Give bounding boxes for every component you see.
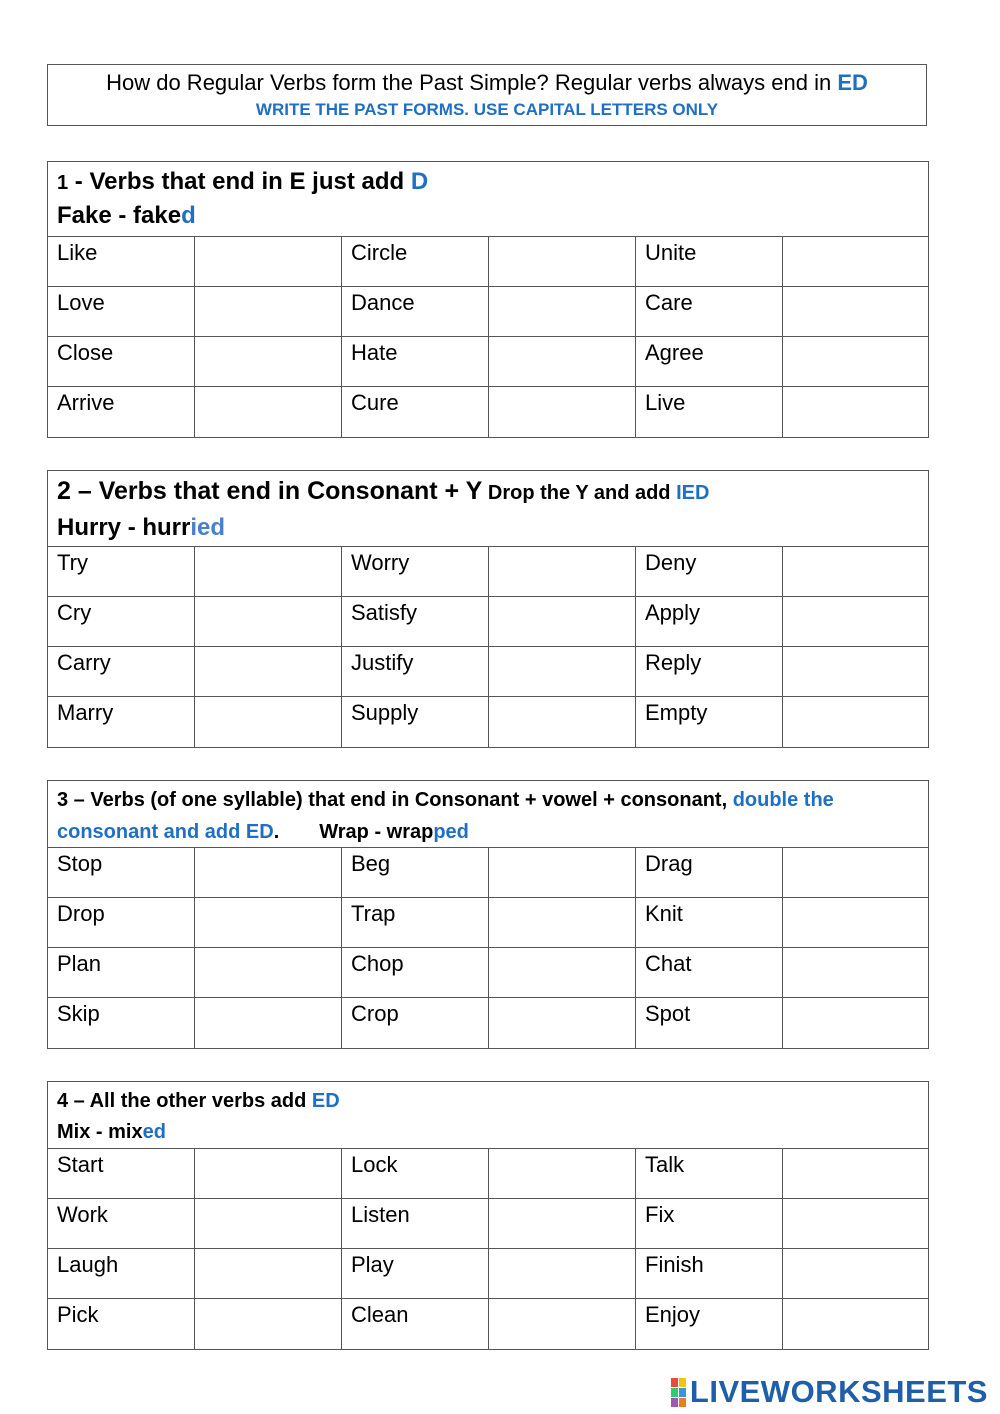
- answer-input[interactable]: [783, 547, 928, 596]
- section-4: [47, 1081, 929, 1350]
- section-4-title-text: 4 – All the other verbs add: [57, 1090, 312, 1112]
- answer-input[interactable]: [489, 998, 636, 1048]
- verb-cell: Satisfy: [342, 597, 489, 646]
- answer-input[interactable]: [489, 237, 636, 286]
- answer-input[interactable]: [783, 1299, 928, 1349]
- verb-cell: Love: [48, 287, 195, 336]
- answer-input[interactable]: [489, 1149, 636, 1198]
- verb-cell: Crop: [342, 998, 489, 1048]
- verb-cell: Work: [48, 1199, 195, 1248]
- section-1-dash: -: [68, 168, 90, 195]
- answer-input[interactable]: [195, 287, 342, 336]
- verb-cell: Stop: [48, 848, 195, 897]
- verb-cell: Supply: [342, 697, 489, 747]
- verb-cell: Fix: [636, 1199, 783, 1248]
- table-row: [48, 547, 928, 597]
- section-3-example-suffix: ped: [433, 821, 469, 843]
- answer-input[interactable]: [489, 287, 636, 336]
- verb-cell: Care: [636, 287, 783, 336]
- section-2-example-suffix: ied: [190, 514, 226, 541]
- section-1-title: [57, 166, 919, 199]
- answer-input[interactable]: [489, 848, 636, 897]
- answer-input[interactable]: [489, 387, 636, 437]
- answer-input[interactable]: [783, 848, 928, 897]
- verb-cell: Like: [48, 237, 195, 286]
- verb-cell: Clean: [342, 1299, 489, 1349]
- liveworksheets-logo-icon: [671, 1378, 686, 1407]
- instructions-question: [48, 70, 926, 96]
- answer-input[interactable]: [783, 898, 928, 947]
- verb-cell: Cure: [342, 387, 489, 437]
- table-row: [48, 1249, 928, 1299]
- verb-cell: Plan: [48, 948, 195, 997]
- verb-cell: Reply: [636, 647, 783, 696]
- table-row: [48, 337, 928, 387]
- liveworksheets-logo[interactable]: [671, 1374, 988, 1410]
- answer-input[interactable]: [195, 1299, 342, 1349]
- verb-cell: Deny: [636, 547, 783, 596]
- section-4-title-highlight: ED: [311, 1090, 340, 1112]
- section-2-title-main: 2 – Verbs that end in Consonant + Y: [57, 477, 483, 505]
- verb-cell: Drop: [48, 898, 195, 947]
- verb-cell: Enjoy: [636, 1299, 783, 1349]
- verb-cell: Knit: [636, 898, 783, 947]
- section-4-header: [48, 1082, 928, 1149]
- section-2-title-rule: Drop the Y and add: [482, 482, 677, 504]
- verb-cell: Worry: [342, 547, 489, 596]
- answer-input[interactable]: [489, 547, 636, 596]
- verb-cell: Live: [636, 387, 783, 437]
- liveworksheets-logo-text: LIVEWORKSHEETS: [689, 1374, 988, 1409]
- verb-cell: Play: [342, 1249, 489, 1298]
- verb-cell: Try: [48, 547, 195, 596]
- answer-input[interactable]: [489, 1199, 636, 1248]
- verb-cell: Justify: [342, 647, 489, 696]
- verb-cell: Chop: [342, 948, 489, 997]
- table-row: [48, 647, 928, 697]
- verb-cell: Empty: [636, 697, 783, 747]
- verb-cell: Chat: [636, 948, 783, 997]
- answer-input[interactable]: [783, 697, 928, 747]
- section-3-title-highlight: double the consonant and add ED: [57, 789, 834, 843]
- table-row: [48, 998, 928, 1048]
- answer-input[interactable]: [783, 337, 928, 386]
- answer-input[interactable]: [489, 1299, 636, 1349]
- answer-input[interactable]: [489, 697, 636, 747]
- section-1-header: [48, 162, 928, 237]
- verb-cell: Carry: [48, 647, 195, 696]
- answer-input[interactable]: [195, 237, 342, 286]
- answer-input[interactable]: [195, 647, 342, 696]
- verb-cell: Laugh: [48, 1249, 195, 1298]
- instructions-box: [47, 64, 927, 126]
- section-4-example-base: Mix - mix: [57, 1121, 143, 1143]
- section-2-example-base: Hurry - hurr: [57, 514, 191, 541]
- table-row: [48, 948, 928, 998]
- answer-input[interactable]: [195, 898, 342, 947]
- verb-cell: Marry: [48, 697, 195, 747]
- verb-cell: Hate: [342, 337, 489, 386]
- verb-cell: Drag: [636, 848, 783, 897]
- section-1-title-highlight: D: [410, 168, 429, 195]
- section-3-title-text: 3 – Verbs (of one syllable) that end in Consonant + vowel + consonant,: [57, 789, 733, 811]
- instructions-ed-highlight: ED: [837, 70, 868, 95]
- section-2-example: [57, 511, 919, 545]
- verb-cell: Pick: [48, 1299, 195, 1349]
- answer-input[interactable]: [783, 1149, 928, 1198]
- section-3: [47, 780, 929, 1049]
- answer-input[interactable]: [195, 998, 342, 1048]
- verb-cell: Agree: [636, 337, 783, 386]
- verb-cell: Arrive: [48, 387, 195, 437]
- answer-input[interactable]: [783, 998, 928, 1048]
- section-2-title-highlight: IED: [676, 482, 710, 504]
- answer-input[interactable]: [195, 1149, 342, 1198]
- verb-cell: Apply: [636, 597, 783, 646]
- verb-cell: Dance: [342, 287, 489, 336]
- instructions-question-text: How do Regular Verbs form the Past Simple? Regular verbs always end in: [106, 70, 838, 95]
- table-row: [48, 287, 928, 337]
- table-row: [48, 597, 928, 647]
- answer-input[interactable]: [783, 287, 928, 336]
- verb-cell: Unite: [636, 237, 783, 286]
- verb-cell: Talk: [636, 1149, 783, 1198]
- verb-cell: Cry: [48, 597, 195, 646]
- verb-cell: Beg: [342, 848, 489, 897]
- section-2: [47, 470, 929, 748]
- answer-input[interactable]: [489, 898, 636, 947]
- answer-input[interactable]: [195, 697, 342, 747]
- verb-cell: Skip: [48, 998, 195, 1048]
- section-2-title: [57, 475, 919, 511]
- verb-cell: Finish: [636, 1249, 783, 1298]
- section-3-title-period: .: [273, 821, 280, 843]
- section-1-number: 1: [57, 172, 69, 194]
- section-1: [47, 161, 929, 438]
- answer-input[interactable]: [489, 647, 636, 696]
- answer-input[interactable]: [489, 948, 636, 997]
- table-row: [48, 1149, 928, 1199]
- answer-input[interactable]: [489, 597, 636, 646]
- answer-input[interactable]: [489, 1249, 636, 1298]
- section-3-title: [57, 784, 919, 848]
- answer-input[interactable]: [783, 1199, 928, 1248]
- answer-input[interactable]: [195, 387, 342, 437]
- answer-input[interactable]: [783, 597, 928, 646]
- section-1-title-text: Verbs that end in E just add: [89, 168, 411, 195]
- section-1-example-suffix: d: [181, 202, 196, 229]
- answer-input[interactable]: [195, 848, 342, 897]
- section-3-example-base: Wrap - wrap: [319, 821, 434, 843]
- verb-cell: Start: [48, 1149, 195, 1198]
- section-4-title: [57, 1085, 919, 1117]
- table-row: [48, 1199, 928, 1249]
- verb-cell: Close: [48, 337, 195, 386]
- section-1-example: [57, 199, 919, 233]
- table-row: [48, 1299, 928, 1349]
- instructions-directive: WRITE THE PAST FORMS. USE CAPITAL LETTERS ONLY: [255, 100, 719, 119]
- answer-input[interactable]: [195, 948, 342, 997]
- section-3-header: [48, 781, 928, 848]
- answer-input[interactable]: [195, 547, 342, 596]
- answer-input[interactable]: [783, 1249, 928, 1298]
- table-row: [48, 387, 928, 437]
- verb-cell: Lock: [342, 1149, 489, 1198]
- section-1-example-base: Fake - fake: [57, 202, 182, 229]
- table-row: [48, 848, 928, 898]
- answer-input[interactable]: [783, 237, 928, 286]
- verb-cell: Spot: [636, 998, 783, 1048]
- table-row: [48, 237, 928, 287]
- section-4-example-suffix: ed: [142, 1121, 166, 1143]
- answer-input[interactable]: [195, 337, 342, 386]
- answer-input[interactable]: [195, 1199, 342, 1248]
- answer-input[interactable]: [195, 597, 342, 646]
- answer-input[interactable]: [489, 337, 636, 386]
- answer-input[interactable]: [783, 948, 928, 997]
- answer-input[interactable]: [195, 1249, 342, 1298]
- verb-cell: Listen: [342, 1199, 489, 1248]
- section-2-header: [48, 471, 928, 547]
- answer-input[interactable]: [783, 647, 928, 696]
- verb-cell: Circle: [342, 237, 489, 286]
- answer-input[interactable]: [783, 387, 928, 437]
- section-4-example: [57, 1117, 919, 1147]
- table-row: [48, 697, 928, 747]
- verb-cell: Trap: [342, 898, 489, 947]
- table-row: [48, 898, 928, 948]
